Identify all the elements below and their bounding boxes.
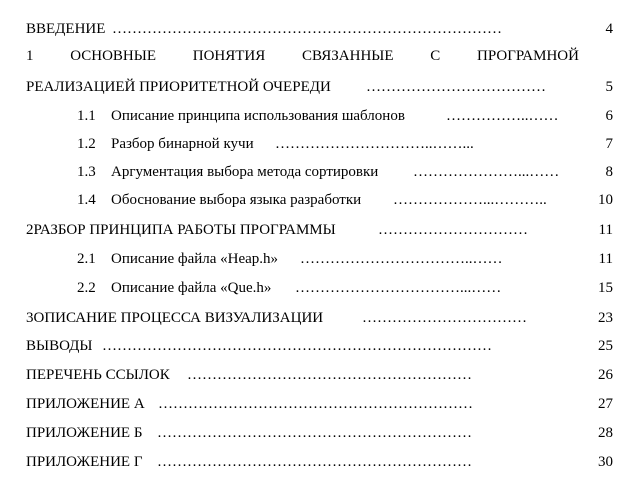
toc-leader-dots: ………………………………………………………	[157, 425, 472, 441]
toc-word: ОСНОВНЫЕ	[70, 48, 157, 64]
toc-page-number: 10	[598, 192, 613, 208]
toc-page-number: 8	[605, 164, 613, 180]
toc-entry-section-1-line2	[0, 76, 627, 98]
toc-section-number: 1	[26, 48, 34, 64]
toc-entry-title: Разбор бинарной кучи	[111, 136, 254, 152]
toc-page-number: 25	[598, 338, 613, 354]
toc-entry-2-1	[0, 248, 627, 270]
toc-entry-title: Аргументация выбора метода сортировки	[111, 164, 379, 180]
toc-page-number: 4	[605, 21, 613, 37]
toc-entry-title: Описание файла «Que.h»	[111, 280, 272, 296]
toc-leader-dots: ………………………………………………………	[158, 396, 473, 412]
toc-page-number: 5	[605, 79, 613, 95]
toc-leader-dots: ……………………………..……	[300, 251, 503, 267]
toc-entry-appendix-a	[0, 393, 627, 415]
toc-page-number: 6	[605, 108, 613, 124]
toc-page-number: 26	[598, 367, 613, 383]
toc-page-number: 23	[598, 310, 613, 326]
toc-leader-dots: …………………………………………………	[187, 367, 472, 383]
toc-page-number: 11	[598, 251, 613, 267]
toc-entry-intro	[0, 18, 627, 40]
toc-entry-title: ВВЕДЕНИЕ	[26, 21, 106, 37]
toc-entry-section-3	[0, 307, 627, 329]
toc-word: ПРОГРАМНОЙ	[477, 48, 579, 64]
toc-leader-dots: …………………………	[378, 222, 528, 238]
toc-section-number: 1.1	[77, 108, 96, 124]
toc-entry-title: ПРИЛОЖЕНИЕ А	[26, 396, 145, 412]
toc-leader-dots: ……………………………...……	[295, 280, 502, 296]
toc-page-number: 11	[598, 222, 613, 238]
toc-entry-title: Описание принципа использования шаблонов	[111, 108, 405, 124]
toc-word: ПОНЯТИЯ	[192, 48, 266, 64]
toc-entry-title: Обоснование выбора языка разработки	[111, 192, 362, 208]
toc-section-number: 1.3	[77, 164, 96, 180]
toc-word: СВЯЗАННЫЕ	[302, 48, 394, 64]
toc-entry-title: 3ОПИСАНИЕ ПРОЦЕССА ВИЗУАЛИЗАЦИИ	[26, 310, 324, 326]
toc-leader-dots: ………………...………..	[393, 192, 547, 208]
toc-section-number: 2.1	[77, 251, 96, 267]
toc-page-number: 28	[598, 425, 613, 441]
toc-entry-appendix-b	[0, 422, 627, 444]
toc-leader-dots: ………………………………………………………	[157, 454, 472, 470]
toc-entry-references	[0, 364, 627, 386]
toc-entry-title: 2РАЗБОР ПРИНЦИПА РАБОТЫ ПРОГРАММЫ	[26, 222, 336, 238]
toc-entry-title: ПРИЛОЖЕНИЕ Г	[26, 454, 143, 470]
toc-page-number: 15	[598, 280, 613, 296]
toc-leader-dots: ……………………………	[362, 310, 527, 326]
toc-entry-1-4	[0, 189, 627, 211]
toc-entry-1-2	[0, 133, 627, 155]
toc-entry-title: РЕАЛИЗАЦИЕЙ ПРИОРИТЕТНОЙ ОЧЕРЕДИ	[26, 79, 331, 95]
toc-page-number: 30	[598, 454, 613, 470]
toc-entry-1-3	[0, 161, 627, 183]
toc-leader-dots: ………………………………	[366, 79, 546, 95]
toc-entry-title: Описание файла «Heap.h»	[111, 251, 279, 267]
toc-section-number: 1.4	[77, 192, 96, 208]
toc-entry-conclusions	[0, 335, 627, 357]
toc-entry-appendix-g	[0, 451, 627, 473]
toc-leader-dots: ……………………………………………………………………	[112, 21, 502, 37]
toc-entry-title: ВЫВОДЫ	[26, 338, 93, 354]
toc-leader-dots: ……………..……	[446, 108, 559, 124]
toc-page-number: 27	[598, 396, 613, 412]
toc-entry-2-2	[0, 277, 627, 299]
toc-entry-section-2	[0, 219, 627, 241]
toc-justified-line	[26, 45, 579, 67]
toc-section-number: 1.2	[77, 136, 96, 152]
toc-entry-title: ПЕРЕЧЕНЬ ССЫЛОК	[26, 367, 170, 383]
toc-word: С	[430, 48, 441, 64]
toc-entry-1-1	[0, 105, 627, 127]
toc-entry-section-1-line1	[0, 45, 627, 67]
toc-entry-title: ПРИЛОЖЕНИЕ Б	[26, 425, 143, 441]
toc-leader-dots: ……………………………………………………………………	[102, 338, 492, 354]
toc-page-number: 7	[605, 136, 613, 152]
toc-leader-dots: …………………...……	[413, 164, 560, 180]
toc-section-number: 2.2	[77, 280, 96, 296]
toc-leader-dots: …………………………..……...	[275, 136, 474, 152]
